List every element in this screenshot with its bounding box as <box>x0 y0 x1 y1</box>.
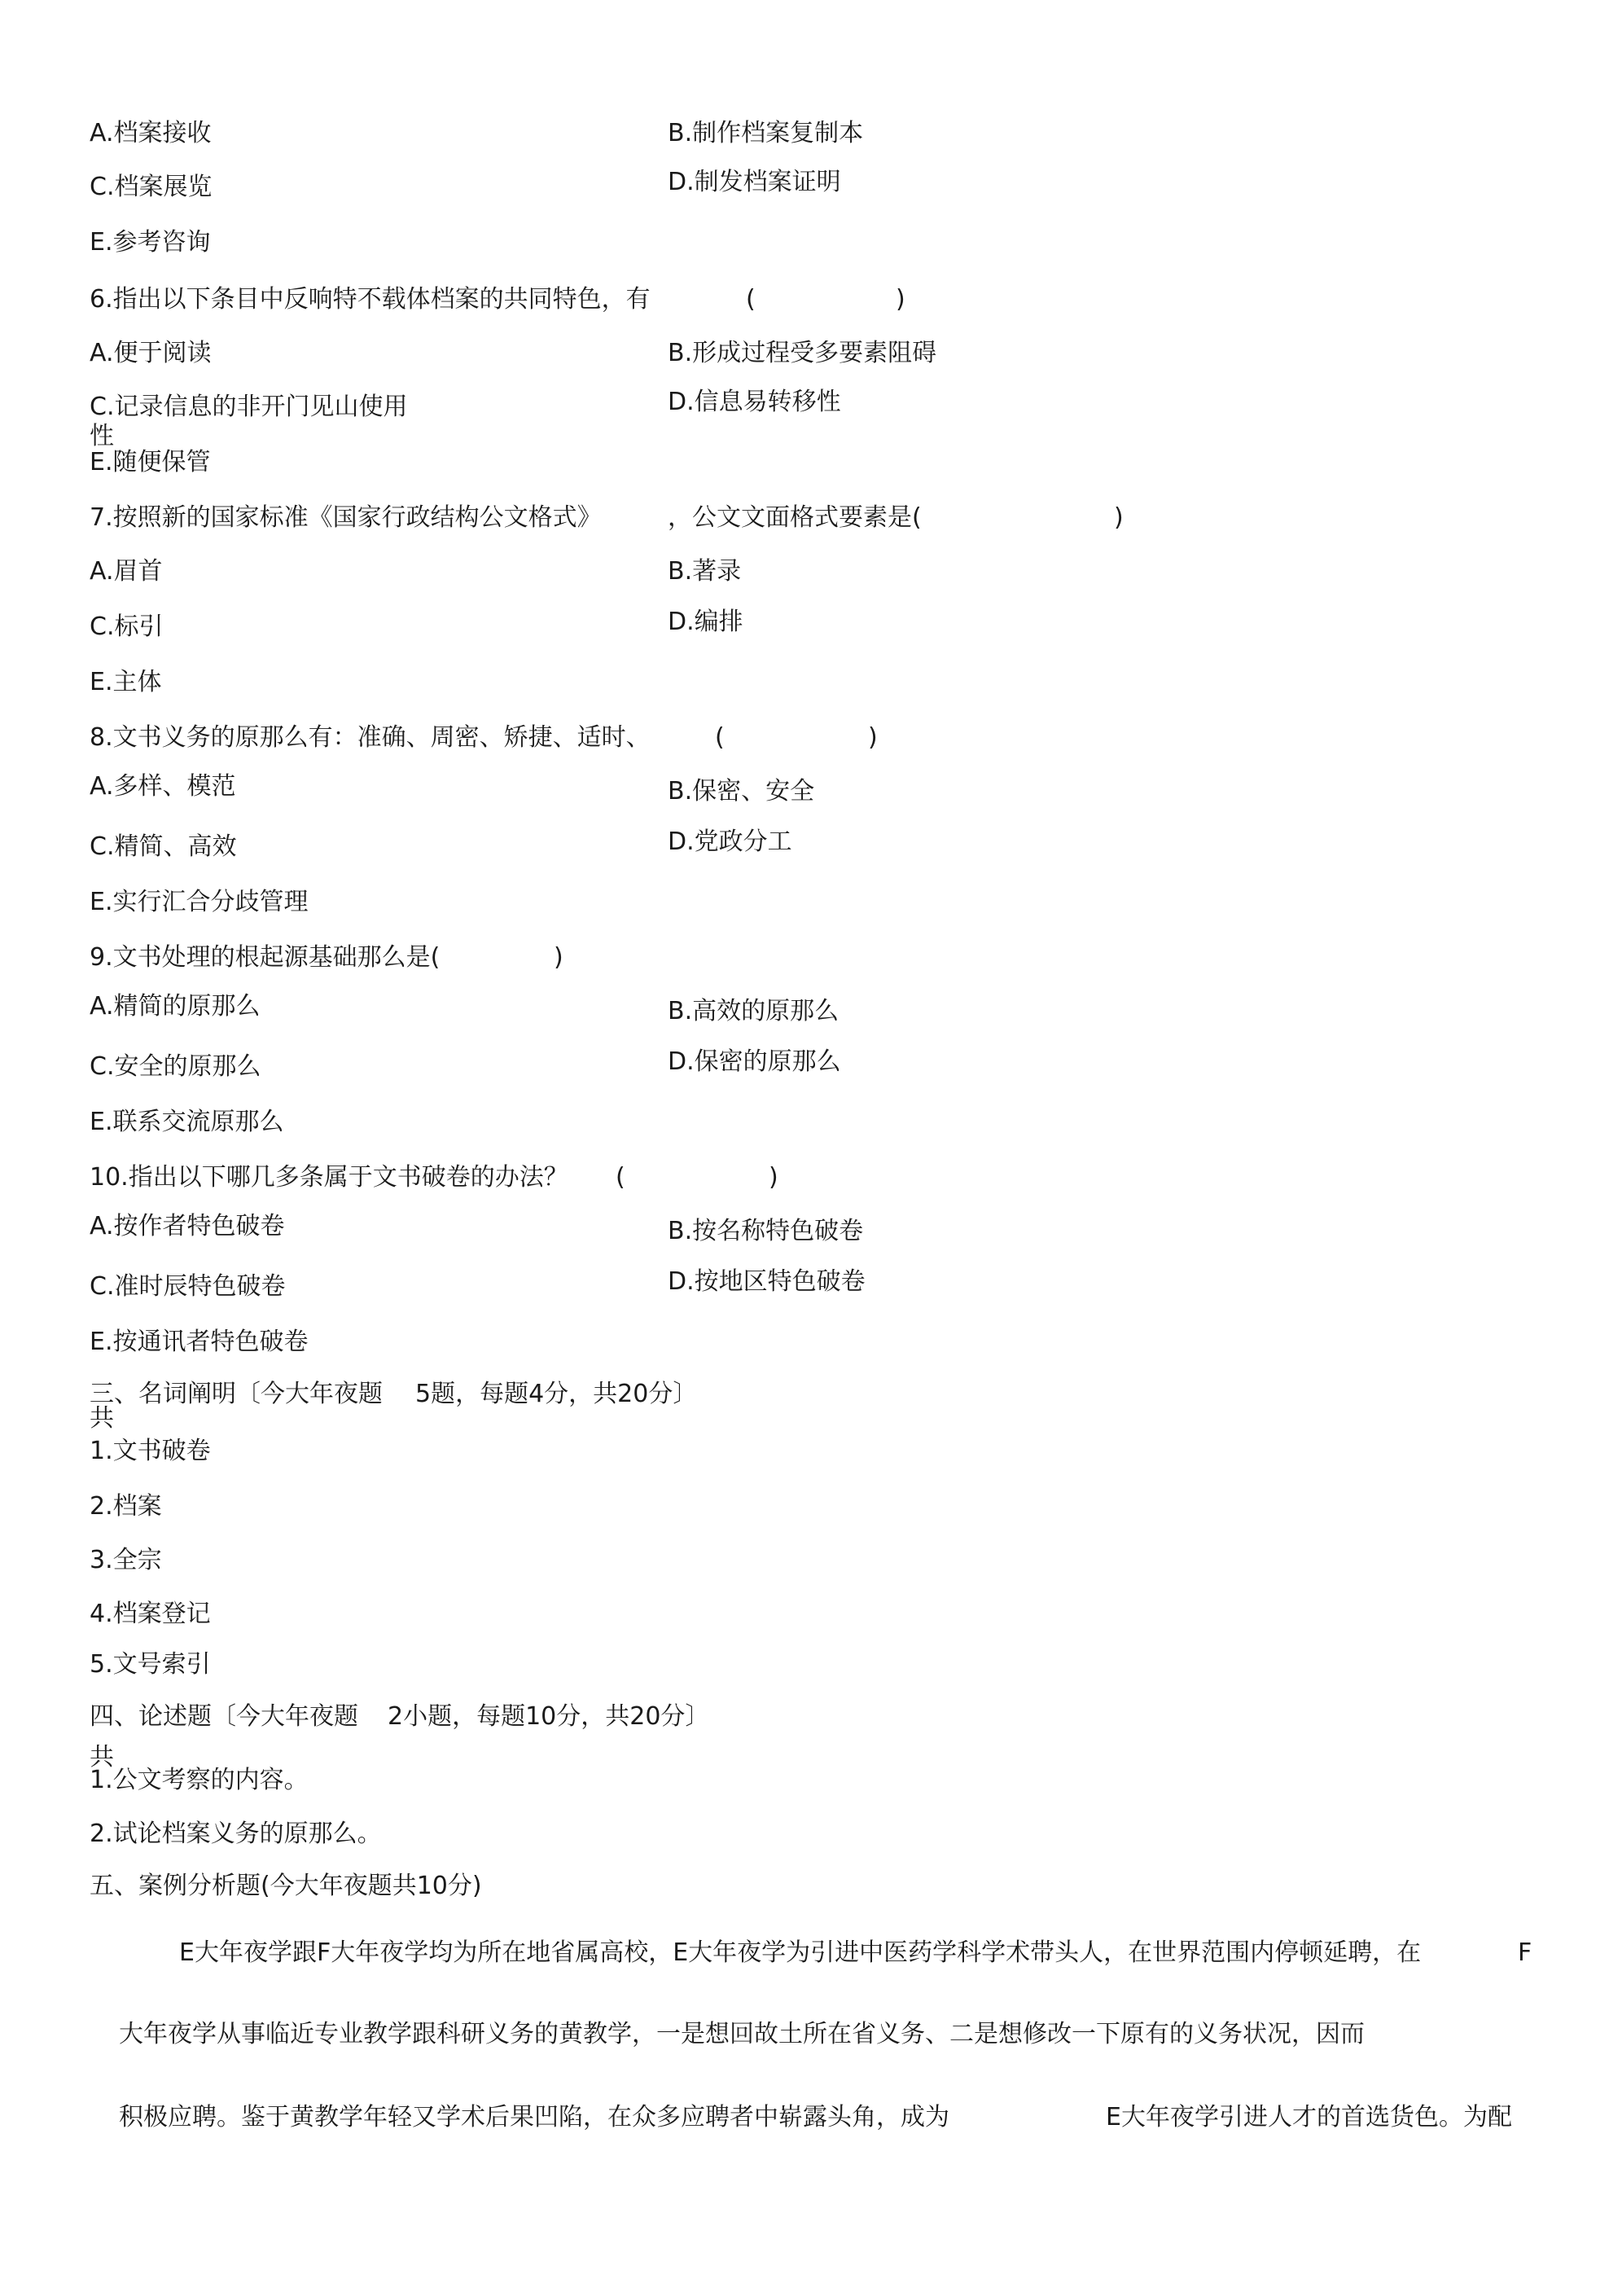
case-paragraph-line: 积极应聘。鉴于黄教学年轻又学术后果凹陷，在众多应聘者中崭露头角，成为 <box>119 2103 949 2131</box>
q7-option-d: D.编排 <box>668 608 743 636</box>
q8-paren-close: ) <box>868 723 878 752</box>
q8-option-b: B.保密、安全 <box>668 777 815 806</box>
q7-stem: 7.按照新的国家标准《国家行政结构公文格式》 <box>90 503 602 532</box>
q6-option-b: B.形成过程受多要素阻碍 <box>668 339 937 367</box>
q7-option-b: B.著录 <box>668 557 742 586</box>
q7-paren-close: ) <box>1114 503 1124 532</box>
section3-item: 2.档案 <box>90 1492 162 1521</box>
q10-paren-close: ) <box>769 1163 778 1192</box>
section4-item: 2.试论档案义务的原那么。 <box>90 1820 382 1848</box>
q8-option-e: E.实行汇合分歧管理 <box>90 888 309 916</box>
q10-option-d: D.按地区特色破卷 <box>668 1267 866 1296</box>
q5-option-b: B.制作档案复制本 <box>668 119 864 147</box>
q6-paren-open: ( <box>746 285 756 314</box>
section4-stray-char: 共 <box>90 1743 114 1771</box>
section3-heading-a: 三、名词阐明〔今大年夜题 <box>90 1380 383 1408</box>
q10-paren-open: ( <box>616 1163 625 1192</box>
section3-item: 4.档案登记 <box>90 1600 211 1628</box>
q7-option-e: E.主体 <box>90 668 162 696</box>
q8-paren-open: ( <box>715 723 725 752</box>
q8-option-c: C.精简、高效 <box>90 832 237 861</box>
q8-stem: 8.文书义务的原那么有：准确、周密、矫捷、适时、 <box>90 723 651 752</box>
case-paragraph-line: E大年夜学引进人才的首选货色。为配 <box>1106 2103 1512 2131</box>
section4-heading-b: 2小题，每题10分，共20分〕 <box>388 1702 710 1731</box>
q8-option-d: D.党政分工 <box>668 828 792 856</box>
q9-option-e: E.联系交流原那么 <box>90 1108 284 1136</box>
section3-heading-b: 5题，每题4分，共20分〕 <box>415 1380 698 1408</box>
case-paragraph-line-end: F <box>1518 1938 1532 1967</box>
q6-option-c: C.记录信息的非开门见山使用 <box>90 393 408 421</box>
q9-paren-close: ) <box>554 943 563 972</box>
section5-heading: 五、案例分析题(今大年夜题共10分) <box>90 1872 482 1900</box>
q9-option-b: B.高效的原那么 <box>668 997 839 1025</box>
q9-option-d: D.保密的原那么 <box>668 1047 841 1076</box>
q10-option-a: A.按作者特色破卷 <box>90 1212 285 1240</box>
q5-option-a: A.档案接收 <box>90 119 212 147</box>
q5-option-c: C.档案展览 <box>90 173 213 201</box>
q10-option-e: E.按通讯者特色破卷 <box>90 1328 309 1356</box>
q5-option-d: D.制发档案证明 <box>668 168 841 196</box>
q9-option-a: A.精简的原那么 <box>90 992 261 1021</box>
section3-stray-char: 共 <box>90 1404 114 1433</box>
q7-option-c: C.标引 <box>90 612 164 641</box>
section4-item: 1.公文考察的内容。 <box>90 1766 309 1794</box>
q10-option-b: B.按名称特色破卷 <box>668 1217 864 1245</box>
case-paragraph-line: 大年夜学从事临近专业教学跟科研义务的黄教学，一是想回故土所在省义务、二是想修改一下原有的义务状况，因而 <box>119 2020 1365 2048</box>
section3-item: 5.文号索引 <box>90 1650 211 1679</box>
case-paragraph-line: E大年夜学跟F大年夜学均为所在地省属高校，E大年夜学为引进中医药学科学术带头人，在世界范围内停顿延聘，在 <box>179 1938 1422 1967</box>
q6-stem: 6.指出以下条目中反响特不载体档案的共同特色，有 <box>90 285 651 314</box>
q6-option-a: A.便于阅读 <box>90 339 212 367</box>
q6-option-c-cont: 性 <box>90 422 114 450</box>
q7-stem-tail: ，公文文面格式要素是( <box>668 503 922 532</box>
q10-stem: 10.指出以下哪几多条属于文书破卷的办法？ <box>90 1163 568 1192</box>
section3-item: 1.文书破卷 <box>90 1437 211 1465</box>
q9-option-c: C.安全的原那么 <box>90 1052 261 1081</box>
q5-option-e: E.参考咨询 <box>90 228 211 257</box>
section3-item: 3.全宗 <box>90 1546 162 1574</box>
q6-paren-close: ) <box>896 285 905 314</box>
q7-option-a: A.眉首 <box>90 557 163 586</box>
q9-stem: 9.文书处理的根起源基础那么是( <box>90 943 441 972</box>
q8-option-a: A.多样、模范 <box>90 772 236 801</box>
section4-heading-a: 四、论述题〔今大年夜题 <box>90 1702 358 1731</box>
q6-option-e: E.随便保管 <box>90 448 211 476</box>
q6-option-d: D.信息易转移性 <box>668 388 841 416</box>
q10-option-c: C.准时辰特色破卷 <box>90 1272 286 1301</box>
